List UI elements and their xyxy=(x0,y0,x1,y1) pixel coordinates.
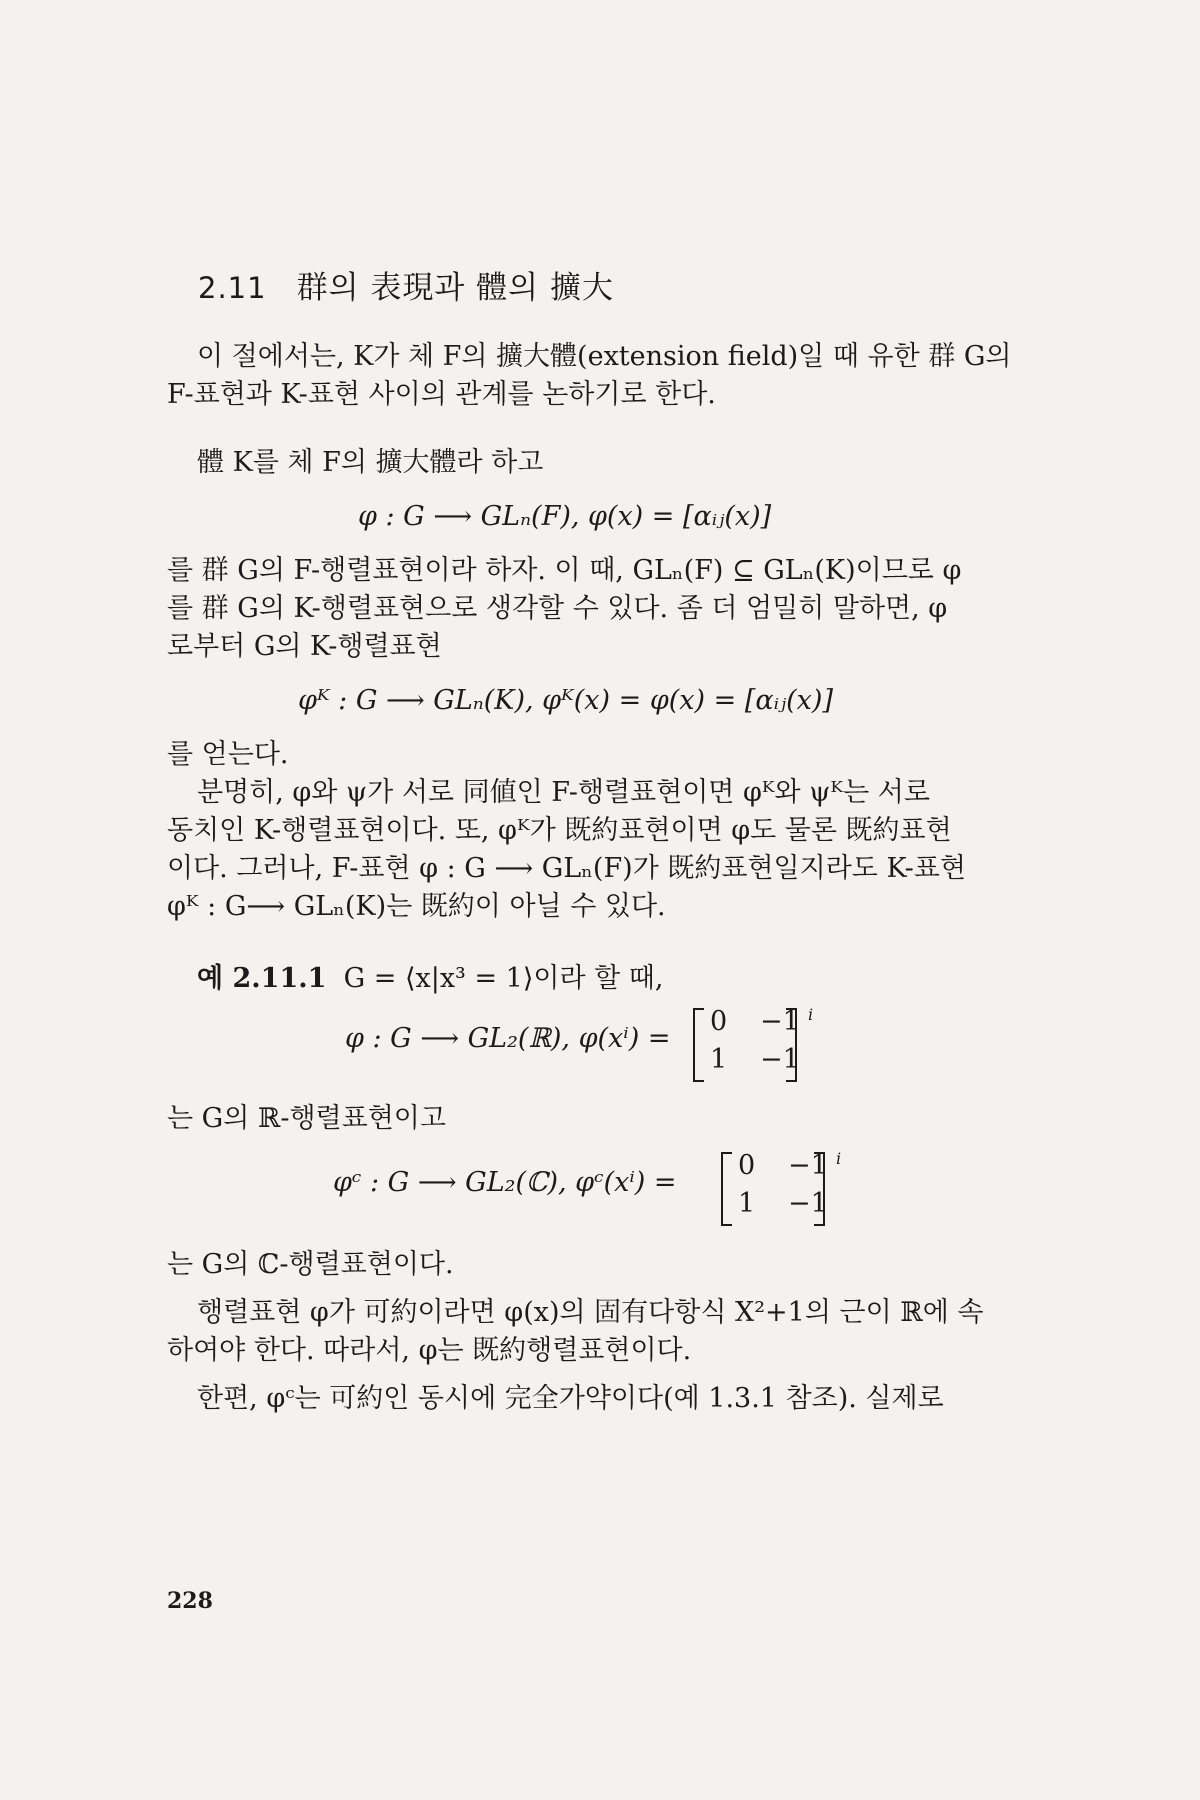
matrix-c-row2-col2: −1 xyxy=(788,1188,828,1219)
intro-line-1: 이 절에서는, K가 체 F의 擴大體(extension field)일 때 유한 群 G의 xyxy=(197,341,1012,372)
line-r-representation: 는 G의 ℝ-행렬표현이고 xyxy=(167,1103,446,1134)
para4-line-3: 이다. 그러나, F-표현 φ : G ⟶ GLₙ(F)가 既約표현일지라도 K-표현 xyxy=(167,853,966,884)
para2-line-2: 를 群 G의 K-행렬표현으로 생각할 수 있다. 좀 더 엄밀히 말하면, φ xyxy=(167,593,948,624)
para4-line-2: 동치인 K-행렬표현이다. 또, φᴷ가 既約표현이면 φ도 물론 既約표현 xyxy=(167,815,952,846)
para5-line-1: 행렬표현 φ가 可約이라면 φ(x)의 固有다항식 X²+1의 근이 ℝ에 속 xyxy=(197,1297,984,1328)
equation-phi-k: φᴷ : G ⟶ GLₙ(K), φᴷ(x) = φ(x) = [αᵢⱼ(x)] xyxy=(298,685,833,716)
equation-phi-f: φ : G ⟶ GLₙ(F), φ(x) = [αᵢⱼ(x)] xyxy=(358,501,772,532)
section-title: 群의 表現과 體의 擴大 xyxy=(296,270,614,306)
matrix-r-exponent: i xyxy=(808,1005,814,1024)
para4-line-1: 분명히, φ와 ψ가 서로 同値인 F-행렬표현이면 φᴷ와 ψᴷ는 서로 xyxy=(197,777,930,808)
example-text: G = ⟨x|x³ = 1⟩이라 할 때, xyxy=(343,963,664,994)
para5-line-2: 하여야 한다. 따라서, φ는 既約행렬표현이다. xyxy=(167,1335,692,1366)
para6-line: 한편, φᶜ는 可約인 동시에 完全가약이다(예 1.3.1 참조). 실제로 xyxy=(197,1383,944,1414)
matrix-r-row1-col1: 0 xyxy=(710,1006,728,1037)
setup-line: 體 K를 체 F의 擴大體라 하고 xyxy=(197,447,544,478)
line-c-representation: 는 G의 ℂ-행렬표현이다. xyxy=(167,1249,454,1280)
matrix-r-row2-col2: −1 xyxy=(760,1044,800,1075)
para3-line: 를 얻는다. xyxy=(167,739,289,770)
para2-line-1: 를 群 G의 F-행렬표현이라 하자. 이 때, GLₙ(F) ⊆ GLₙ(K)이므로 φ xyxy=(167,555,962,586)
matrix-c-row1-col1: 0 xyxy=(738,1150,756,1181)
matrix-r-row2-col1: 1 xyxy=(710,1044,728,1075)
section-heading xyxy=(198,262,614,307)
equation-phi-r-lhs: φ : G ⟶ GL₂(ℝ), φ(xⁱ) = xyxy=(345,1023,671,1054)
matrix-c-row1-col2: −1 xyxy=(788,1150,828,1181)
para2-line-3: 로부터 G의 K-행렬표현 xyxy=(167,631,442,662)
para4-line-4: φᴷ : G⟶ GLₙ(K)는 既約이 아닐 수 있다. xyxy=(167,891,666,922)
page-number: 228 xyxy=(167,1588,213,1614)
equation-phi-c-lhs: φᶜ : G ⟶ GL₂(ℂ), φᶜ(xⁱ) = xyxy=(333,1167,677,1198)
intro-line-2: F-표현과 K-표현 사이의 관계를 논하기로 한다. xyxy=(167,379,716,410)
matrix-c-row2-col1: 1 xyxy=(738,1188,756,1219)
matrix-c-exponent: i xyxy=(836,1149,842,1168)
example-line xyxy=(197,962,663,996)
matrix-r-row1-col2: −1 xyxy=(760,1006,800,1037)
section-number: 2.11 xyxy=(198,271,267,305)
example-label: 예 2.11.1 xyxy=(197,963,327,994)
